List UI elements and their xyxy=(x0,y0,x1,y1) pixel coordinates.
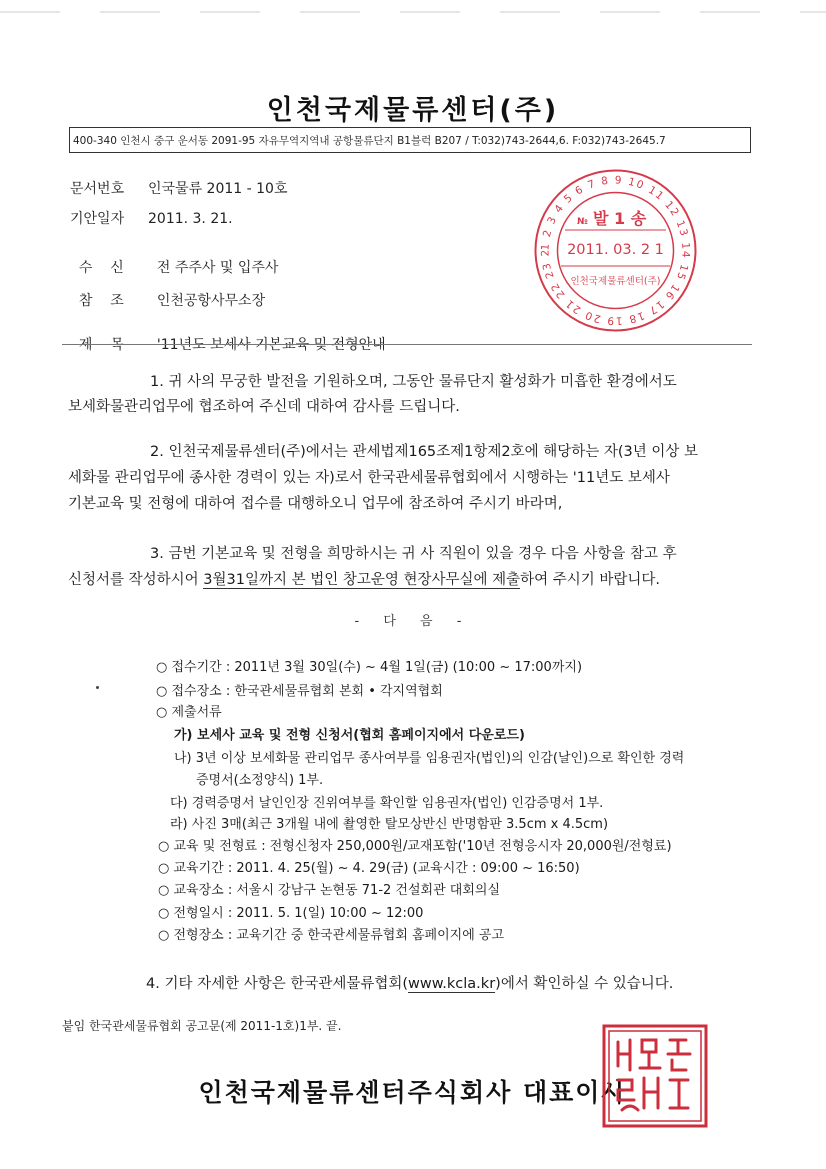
documents-heading: ○ 제출서류 xyxy=(156,705,222,720)
para3-line1: 3. 금번 기본교육 및 전형을 희망하시는 귀 사 직원이 있을 경우 다음 사항을 참고 후 xyxy=(150,546,677,562)
para2-line3: 기본교육 및 전형에 대하여 접수를 대행하오니 업무에 참조하여 주시기 바라며, xyxy=(68,496,563,512)
doc-item-na-line1: 나) 3년 이상 보세화물 관리업무 종사여부를 임용권자(법인)의 인감(날인)으로 확인한 경력 xyxy=(174,751,685,766)
stamp-date: 2011. 03. 2 1 xyxy=(567,242,664,258)
attachment-note: 붙임 한국관세물류협회 공고문(제 2011-1호)1부. 끝. xyxy=(62,1019,342,1033)
reference-row xyxy=(70,274,265,310)
company-signature: 인천국제물류센터주식회사 대표이사 xyxy=(198,1078,628,1107)
draft-date-row xyxy=(70,208,233,228)
stamp-ring-numbers: 1 2 3 4 5 6 7 8 9 10 11 12 13 14 15 16 17 18 19 20 21 22 23 2 xyxy=(539,174,692,327)
header-divider xyxy=(62,344,752,345)
reference-label: 참 조 xyxy=(78,293,124,309)
da-eum-heading: - 다 음 - xyxy=(354,614,472,629)
official-seal xyxy=(600,1022,710,1130)
recipient-row xyxy=(70,241,278,277)
education-period: ○ 교육기간 : 2011. 4. 25(월) ~ 4. 29(금) (교육시간 : 09:00 ~ 16:50) xyxy=(158,861,580,876)
subject-row xyxy=(70,318,386,354)
para2-line2: 세화물 관리업무에 종사한 경력이 있는 자)로서 한국관세물류협회에서 시행하는 '11년도 보세사 xyxy=(68,470,670,486)
para1-line2: 보세화물관리업무에 협조하여 주신데 대하여 감사를 드립니다. xyxy=(68,399,460,415)
exam-date: ○ 전형일시 : 2011. 5. 1(일) 10:00 ~ 12:00 xyxy=(158,906,424,921)
stamp-org: 인천국제물류센터(주) xyxy=(570,276,661,287)
para1-line1: 1. 귀 사의 무궁한 발전을 기원하오며, 그동안 물류단지 활성화가 미흡한 환경에서도 xyxy=(150,374,677,390)
draft-date-value: 2011. 3. 21. xyxy=(148,211,233,227)
doc-item-da: 다) 경력증명서 날인인장 진위여부를 확인할 임용권자(법인) 인감증명서 1부. xyxy=(170,796,604,811)
doc-item-ra: 라) 사진 3매(최근 3개월 내에 촬영한 탈모상반신 반명함판 3.5cm x 4.5cm) xyxy=(170,817,609,832)
address-line: 400-340 인천시 중구 운서동 2091-95 자유무역지역내 공항물류단지 B1블럭 B207 / T:032)743-2644,6. F:032)743-2645.7 xyxy=(73,135,666,147)
para4-pre: 4. 기타 자세한 사항은 한국관세물류협회( xyxy=(146,976,409,992)
doc-number-value: 인국물류 2011 - 10호 xyxy=(148,181,288,197)
doc-number-label: 문서번호 xyxy=(70,181,125,197)
para3-line2-pre: 신청서를 작성하시어 xyxy=(68,572,204,588)
doc-number-row xyxy=(70,178,287,198)
draft-date-label: 기안일자 xyxy=(70,211,125,227)
scan-speck xyxy=(96,686,99,689)
reception-period: ○ 접수기간 : 2011년 3월 30일(수) ~ 4월 1일(금) (10:00 ~ 17:00까지) xyxy=(156,660,583,675)
scan-top-edge xyxy=(0,0,826,4)
fee-item: ○ 교육 및 전형료 : 전형신청자 250,000원/교재포함('10년 전형응시자 20,000원/전형료) xyxy=(158,839,672,854)
subject-value: '11년도 보세사 기본교육 및 전형안내 xyxy=(156,337,386,353)
exam-place: ○ 전형장소 : 교육기간 중 한국관세물류협회 홈페이지에 공고 xyxy=(158,928,505,943)
para2-line1: 2. 인천국제물류센터(주)에서는 관세법제165조제1항제2호에 해당하는 자(3년 이상 보 xyxy=(150,444,699,460)
receipt-stamp xyxy=(533,168,698,333)
recipient-value: 전 주주사 및 입주사 xyxy=(156,260,279,276)
reception-place: ○ 접수장소 : 한국관세물류협회 본회 • 각지역협회 xyxy=(156,684,443,699)
recipient-label: 수 신 xyxy=(78,260,124,276)
para4-post: )에서 확인하실 수 있습니다. xyxy=(495,976,674,992)
para3-deadline-underlined: 3월31일까지 본 법인 창고운영 현장사무실에 제출 xyxy=(203,572,521,588)
stamp-no-label: № xyxy=(577,217,588,227)
education-place: ○ 교육장소 : 서울시 강남구 논현동 71-2 건설회관 대회의실 xyxy=(158,883,501,898)
doc-item-ga: 가) 보세사 교육 및 전형 신청서(협회 홈페이지에서 다운로드) xyxy=(174,728,525,743)
para4 xyxy=(146,972,673,993)
stamp-word: 발 1 송 xyxy=(593,209,647,228)
kcla-link[interactable]: www.kcla.kr xyxy=(408,976,496,992)
para3-line2-post: 하여 주시기 바랍니다. xyxy=(520,572,661,588)
doc-item-na-line2: 증명서(소정양식) 1부. xyxy=(196,773,324,788)
para3-line2 xyxy=(68,568,660,589)
reference-value: 인천공항사무소장 xyxy=(156,293,266,309)
org-title: 인천국제물류센터(주) xyxy=(266,95,560,126)
subject-label: 제 목 xyxy=(78,337,124,353)
